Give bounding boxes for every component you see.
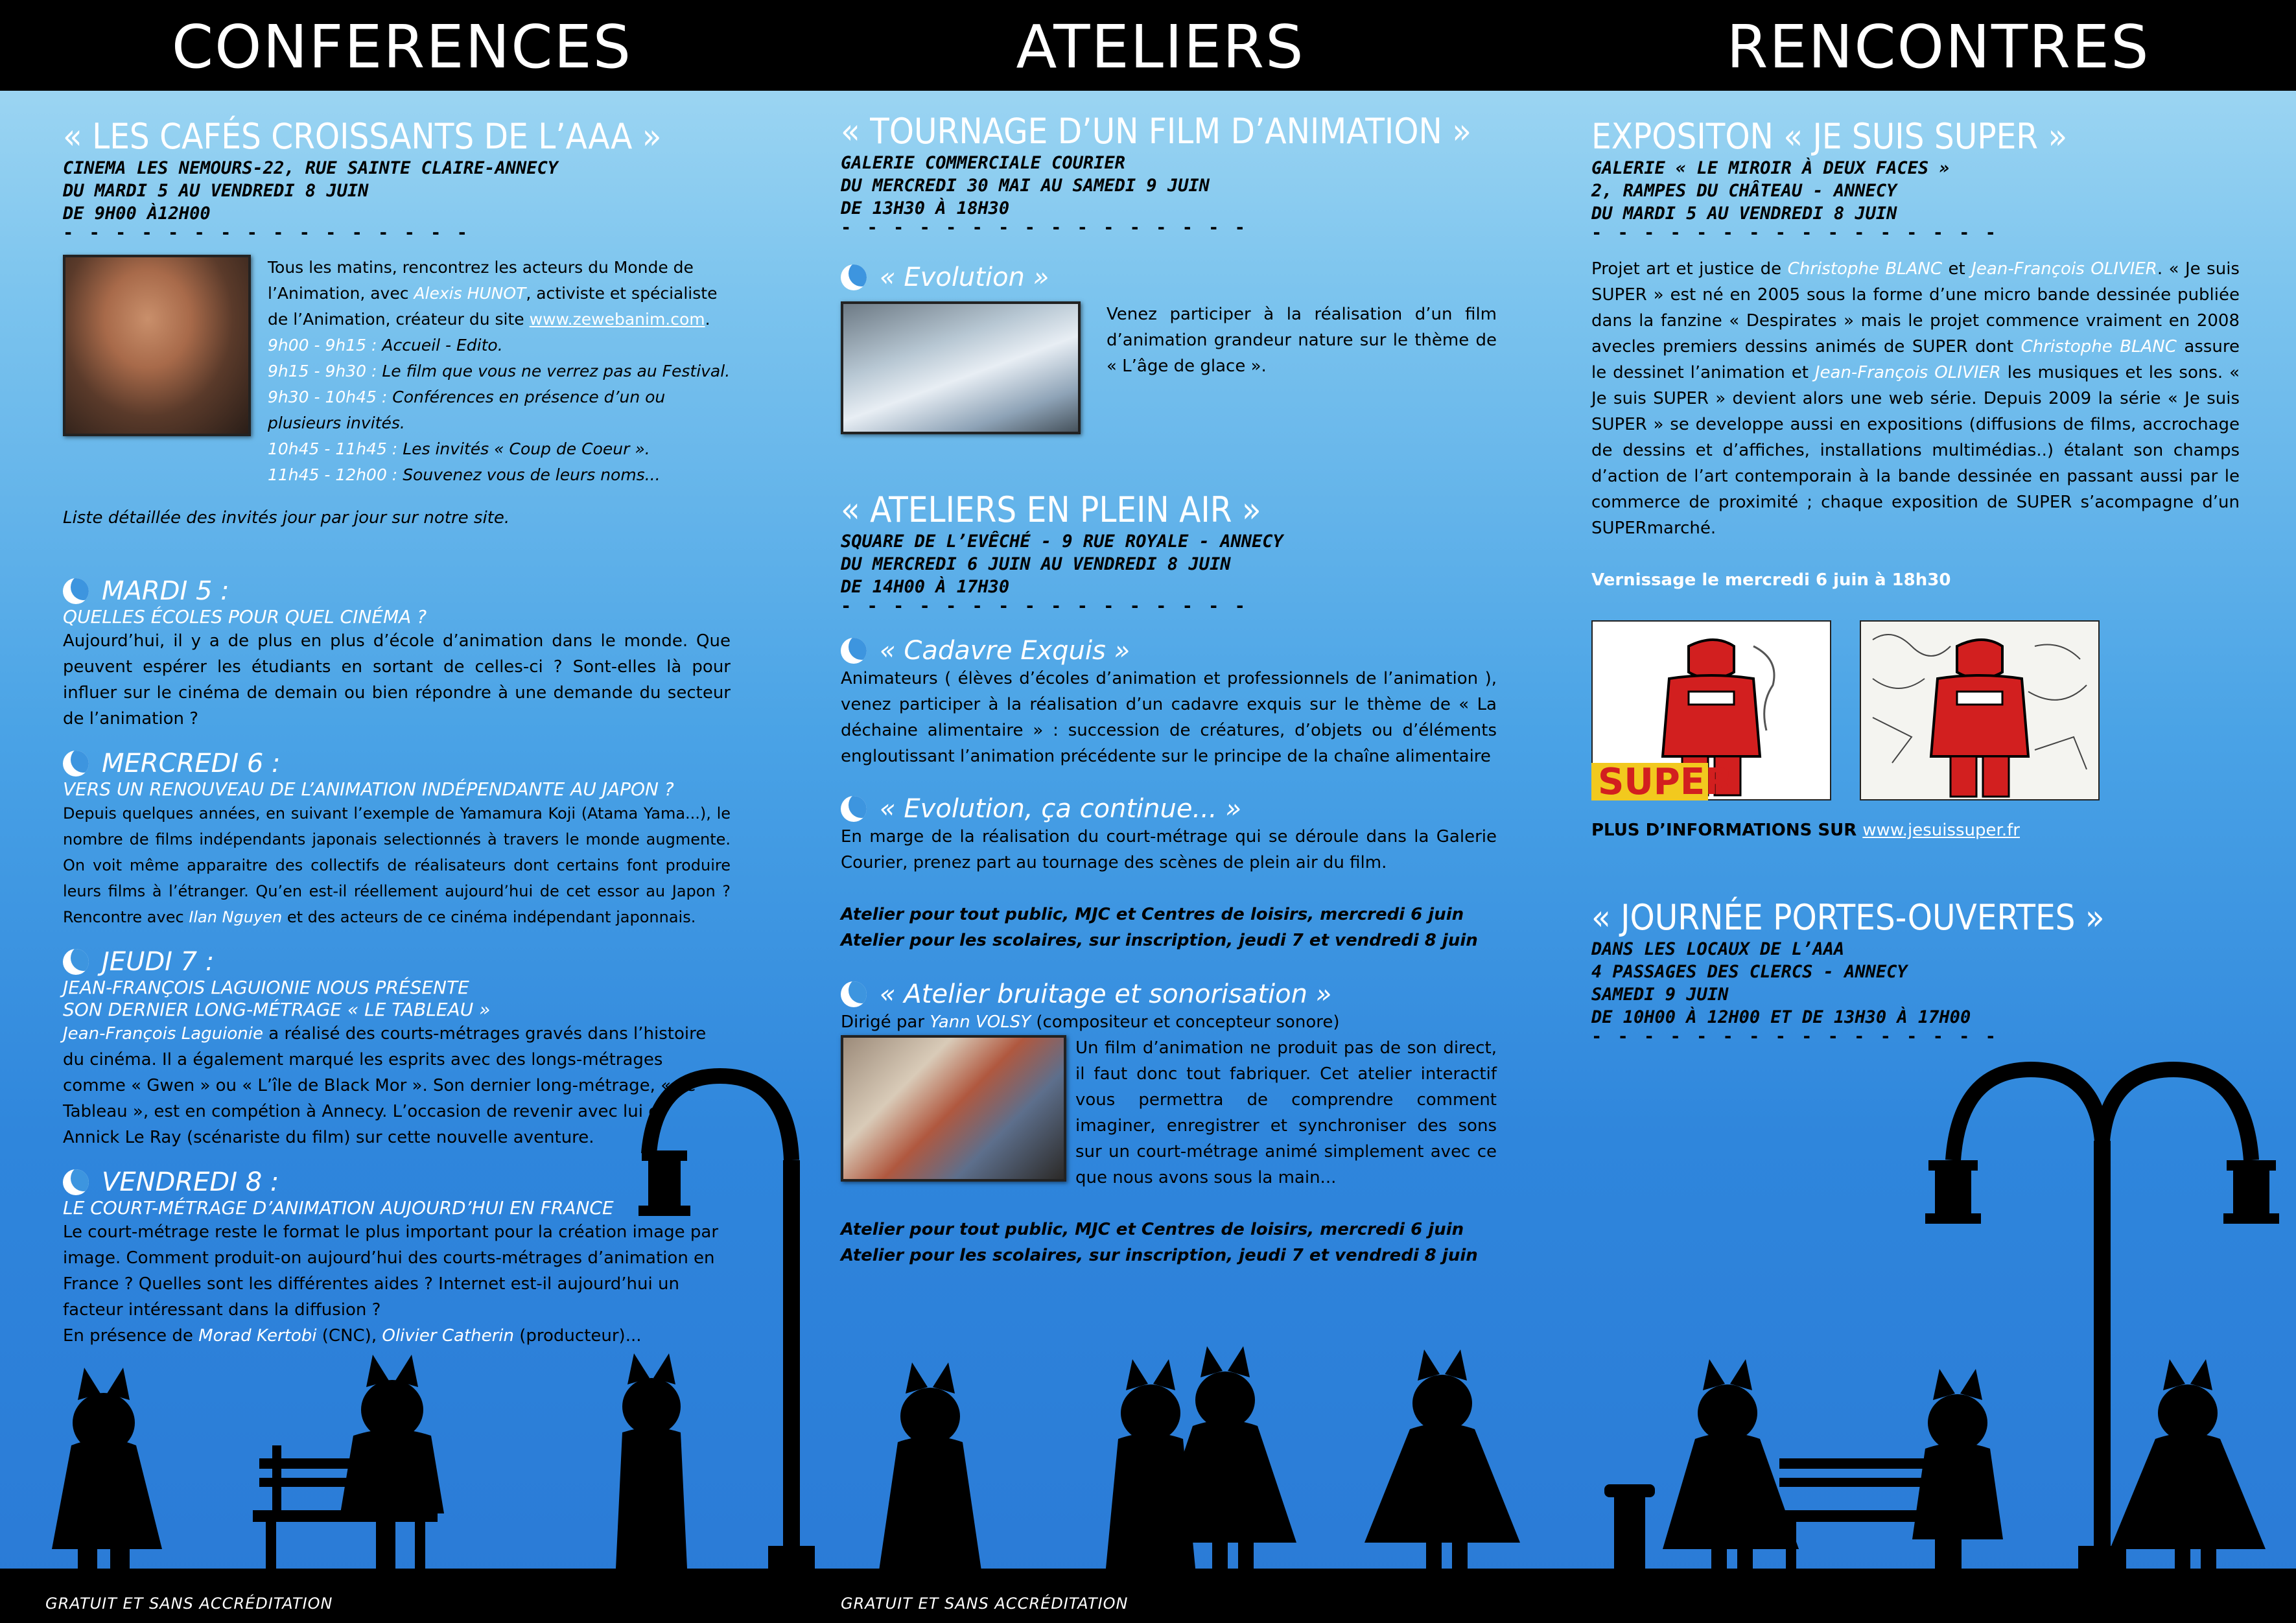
artist-name: Jean-François OLIVIER xyxy=(1971,259,2157,279)
section-title: « JOURNÉE PORTES-OUVERTES » xyxy=(1591,897,2105,938)
dates: SAMEDI 9 JUIN xyxy=(1591,985,1729,1005)
cat-figure xyxy=(1912,1369,2003,1575)
schedule-time: 11h45 - 12h00 : xyxy=(268,465,398,484)
text-part: Projet art et justice de xyxy=(1591,259,1788,279)
speaker-name: Alexis HUNOT xyxy=(414,284,526,303)
text-part: et des acteurs de ce cinéma indépendant japonnais. xyxy=(282,908,696,926)
intro-part: , activiste et spécialiste de l’Animation, créateur du site xyxy=(268,284,718,329)
text-part: . « Je suis SUPER » est né en 2005 sous la forme d’une micro bande dessinée publiée dans la fanzine « Despirates » mais le projet commence vraiment en 2008 avecles premiers dessins animés de SUPER dont xyxy=(1591,259,2240,356)
dates: DU MERCREDI 30 MAI AU SAMEDI 9 JUIN xyxy=(841,176,1210,196)
day-subtitle: LE COURT-MÉTRAGE D’ANIMATION AUJOURD’HUI EN FRANCE xyxy=(63,1197,614,1219)
schedule-label: Souvenez vous de leurs noms... xyxy=(403,465,661,484)
hours: DE 13H30 À 18H30 xyxy=(841,198,1010,218)
workshop-text: Animateurs ( élèves d’écoles d’animation et professionnels de l’animation ), venez participer à la réalisation d’un cadavre exquis sur le thème de « La déchaine alimentaire » : succession de créatures, d’objets ou d’éléments engloutissant l’animation précédente sur le principe de la chaîne alimentaire xyxy=(841,669,1497,766)
venue: SQUARE DE L’EVÊCHÉ - 9 RUE ROYALE - ANNECY xyxy=(841,531,1283,552)
cat-figure xyxy=(2110,1359,2266,1575)
workshop-title: « Evolution » xyxy=(880,263,1049,292)
cat-figure xyxy=(1663,1359,1799,1575)
text-part: et xyxy=(1942,259,1972,279)
venue: DANS LES LOCAUX DE L’AAA xyxy=(1591,939,1845,959)
section-title: EXPOSITON « JE SUIS SUPER » xyxy=(1591,116,2068,157)
guest-name: Ilan Nguyen xyxy=(189,908,283,926)
hours: DE 14H00 À 17H30 xyxy=(841,577,1010,597)
footer-free-left: GRATUIT ET SANS ACCRÉDITATION xyxy=(45,1594,333,1613)
workshop-text: En marge de la réalisation du court-métrage qui se déroule dans la Galerie Courier, prenez part au tournage des scènes de plein air du film. xyxy=(841,827,1497,872)
venue: GALERIE COMMERCIALE COURIER xyxy=(841,153,1125,173)
cat-figure xyxy=(52,1368,162,1575)
workshop-text: Venez participer à la réalisation d’un film d’animation grandeur nature sur le thème de « L’âge de glace ». xyxy=(1107,305,1497,376)
day-title: VENDREDI 8 : xyxy=(102,1167,279,1197)
text-part: Depuis quelques années, en suivant l’exemple de Yamamura Koji (Atama Yama...), le nombre de films indépendants japonais selectionnés à travers le monde augmente. On voit même apparaitre des collectifs de réalisateurs dont certains font produire leurs films à l’étranger. Qu’en est-il réellement aujourd’hui de cet essor au Japon ? Rencontre avec xyxy=(63,804,731,926)
day-subtitle: VERS UN RENOUVEAU DE L’ANIMATION INDÉPENDANTE AU JAPON ? xyxy=(63,778,674,800)
artist-name: Christophe BLANC xyxy=(1787,259,1943,279)
workshop-text: Un film d’animation ne produit pas de son direct, il faut donc tout fabriquer. Cet atelier interactif vous permettra de comprendre comment imaginer, enregistrer et synchroniser des sons sur un court-métrage animé simplement avec ce que nous avons sous la main... xyxy=(1075,1038,1497,1187)
website-link[interactable]: www.zewebanim.com xyxy=(529,310,705,329)
venue: 4 PASSAGES DES CLERCS - ANNECY xyxy=(1591,962,1908,982)
day-title: MERCREDI 6 : xyxy=(102,749,281,778)
super-website-link[interactable]: www.jesuissuper.fr xyxy=(1862,821,2020,840)
cat-figure xyxy=(1365,1349,1520,1575)
venue: 2, RAMPES DU CHÂTEAU - ANNECY xyxy=(1591,181,1897,201)
footer-bar xyxy=(0,1582,2296,1623)
day-title: JEUDI 7 : xyxy=(102,947,215,977)
text-part: les musiques et les sons. « Je suis SUPER » devient alors une web série. Depuis 2009 la série « Je suis SUPER » se developpe aussi en expositions (diffusions de films, accrochage de dessins et d’affiches, installations multimédias..) étalant son champs d’action de l’art contemporain à la bande dessinée en passant aussi par le commerce de proximité ; chaque exposition de SUPER s’acompagne d’un SUPERmarché. xyxy=(1591,363,2240,538)
section-title: « LES CAFÉS CROISSANTS DE L’AAA » xyxy=(63,116,662,157)
artist-name: Jean-François OLIVIER xyxy=(1814,363,2001,382)
schedule-label: Accueil - Edito. xyxy=(382,336,503,355)
day-text: Aujourd’hui, il y a de plus en plus d’école d’animation dans le monde. Que peuvent espérer les étudiants en sortant de celles-ci ? Sont-elles là pour influer sur le cinéma de demain ou bien répondre à une demande du secteur de l’animation ? xyxy=(63,631,731,729)
workshop-title: « Cadavre Exquis » xyxy=(880,636,1130,666)
schedule-time: 9h00 - 9h15 : xyxy=(268,336,377,355)
schedule-time: 10h45 - 11h45 : xyxy=(268,439,398,458)
text-part: (compositeur et concepteur sonore) xyxy=(1031,1012,1340,1032)
divider: - - - - - - - - - - - - - - - - xyxy=(63,223,470,243)
artist-name: Christophe BLANC xyxy=(2021,337,2177,356)
section-title: « ATELIERS EN PLEIN AIR » xyxy=(841,489,1261,530)
day-title: MARDI 5 : xyxy=(102,576,229,606)
cat-figure xyxy=(340,1355,444,1575)
text-part: a réalisé des courts-métrages gravés dans l’histoire du cinéma. Il a également marqué les esprits avec des longs-métrages comme « Gwen » ou « L’île de Black Mor ». Son dernier long-métrage, « Le Tableau », est en compétion à Annecy. L’occasion de revenir avec lui et Annick Le Ray (scénariste du film) sur cette nouvelle aventure. xyxy=(63,1024,707,1147)
hydrant xyxy=(1604,1484,1655,1575)
schedule-time: 9h30 - 10h45 : xyxy=(268,388,388,406)
audience-public: Atelier pour tout public, MJC et Centres de loisirs, mercredi 6 juin xyxy=(841,1220,1464,1239)
intro-text: Tous les matins, rencontrez les acteurs du Monde de l’Animation, avec Alexis HUNOT, activiste et spécialiste de l’Animation, créateur du site www.zewebanim.com. 9h00 - 9h15 : Accueil - Edito. 9h15 - 9h30 : Le film que vous ne verrez pas au Festival. 9h30 - 10h45 : Conférences en présence d’un ou plusieurs invités. 10h45 - 11h45 : Les invités « Coup de Coeur ». 11h45 - 12h00 : Souvenez vous de leurs noms... xyxy=(268,255,731,488)
day-subtitle: QUELLES ÉCOLES POUR QUEL CINÉMA ? xyxy=(63,606,427,627)
venue: CINEMA LES NEMOURS-22, RUE SAINTE CLAIRE-ANNECY xyxy=(63,158,559,178)
day-text: Le court-métrage reste le format le plus important pour la création image par image. Comment produit-on aujourd’hui des courts-métrages d’animation en France ? Quelles sont les différentes aides ? Internet est-il aujourd’hui un facteur intéressant dans la diffusion ? xyxy=(63,1222,719,1320)
hours: DE 9H00 À12H00 xyxy=(63,204,211,224)
divider: - - - - - - - - - - - - - - - - xyxy=(841,218,1248,238)
text-part: En présence de xyxy=(63,1326,199,1346)
section-title: « TOURNAGE D’UN FILM D’ANIMATION » xyxy=(841,111,1471,152)
poster-logo: SUPER xyxy=(1598,761,1733,800)
hours: DE 10H00 À 12H00 ET DE 13H30 À 17H00 xyxy=(1591,1007,1971,1027)
text-part: Dirigé par xyxy=(841,1012,930,1032)
header-ateliers: ATELIERS xyxy=(1016,12,1305,82)
day-subtitle: JEAN-FRANÇOIS LAGUIONIE NOUS PRÉSENTE xyxy=(63,977,469,998)
footer-free-center: GRATUIT ET SANS ACCRÉDITATION xyxy=(841,1594,1129,1613)
schedule-time: 9h15 - 9h30 : xyxy=(268,362,377,380)
text-part: PLUS D’INFORMATIONS SUR xyxy=(1591,821,1863,840)
cat-figure xyxy=(878,1362,982,1575)
dates: DU MARDI 5 AU VENDREDI 8 JUIN xyxy=(63,181,369,201)
dates: DU MARDI 5 AU VENDREDI 8 JUIN xyxy=(1591,204,1897,224)
guest-name: Olivier Catherin xyxy=(382,1326,514,1346)
header-rencontres: RENCONTRES xyxy=(1726,12,2150,82)
text-part: assure le dessinet l’animation et xyxy=(1591,337,2240,382)
schedule-label: Conférences en présence d’un ou plusieurs invités. xyxy=(268,388,666,432)
dates: DU MERCREDI 6 JUIN AU VENDREDI 8 JUIN xyxy=(841,554,1231,574)
director-name: Jean-François Laguionie xyxy=(63,1024,263,1044)
guest-name: Morad Kertobi xyxy=(198,1326,317,1346)
header-conferences: CONFERENCES xyxy=(171,12,633,82)
director-name: Yann VOLSY xyxy=(930,1012,1031,1032)
intro-part: Tous les matins, rencontrez les acteurs du Monde de l’Animation, avec xyxy=(268,258,694,303)
divider: - - - - - - - - - - - - - - - - xyxy=(841,596,1248,616)
day-subtitle: SON DERNIER LONG-MÉTRAGE « LE TABLEAU » xyxy=(63,999,491,1020)
cat-figure xyxy=(616,1353,687,1569)
divider: - - - - - - - - - - - - - - - - xyxy=(1591,1027,1998,1047)
audience-public: Atelier pour tout public, MJC et Centres de loisirs, mercredi 6 juin xyxy=(841,905,1464,924)
workshop-title: « Evolution, ça continue... » xyxy=(880,794,1242,824)
guest-list-note: Liste détaillée des invités jour par jour sur notre site. xyxy=(63,508,510,528)
schedule-label: Les invités « Coup de Coeur ». xyxy=(403,439,650,458)
vernissage: Vernissage le mercredi 6 juin à 18h30 xyxy=(1591,570,1951,590)
text-part: (producteur)... xyxy=(513,1326,642,1346)
audience-scolaire: Atelier pour les scolaires, sur inscription, jeudi 7 et vendredi 8 juin xyxy=(841,931,1478,950)
schedule-label: Le film que vous ne verrez pas au Festival. xyxy=(382,362,731,380)
workshop-title: « Atelier bruitage et sonorisation » xyxy=(880,979,1332,1009)
audience-scolaire: Atelier pour les scolaires, sur inscription, jeudi 7 et vendredi 8 juin xyxy=(841,1246,1478,1265)
divider: - - - - - - - - - - - - - - - - xyxy=(1591,223,1998,243)
venue: GALERIE « LE MIROIR À DEUX FACES » xyxy=(1591,158,1950,178)
text-part: (CNC), xyxy=(316,1326,382,1346)
